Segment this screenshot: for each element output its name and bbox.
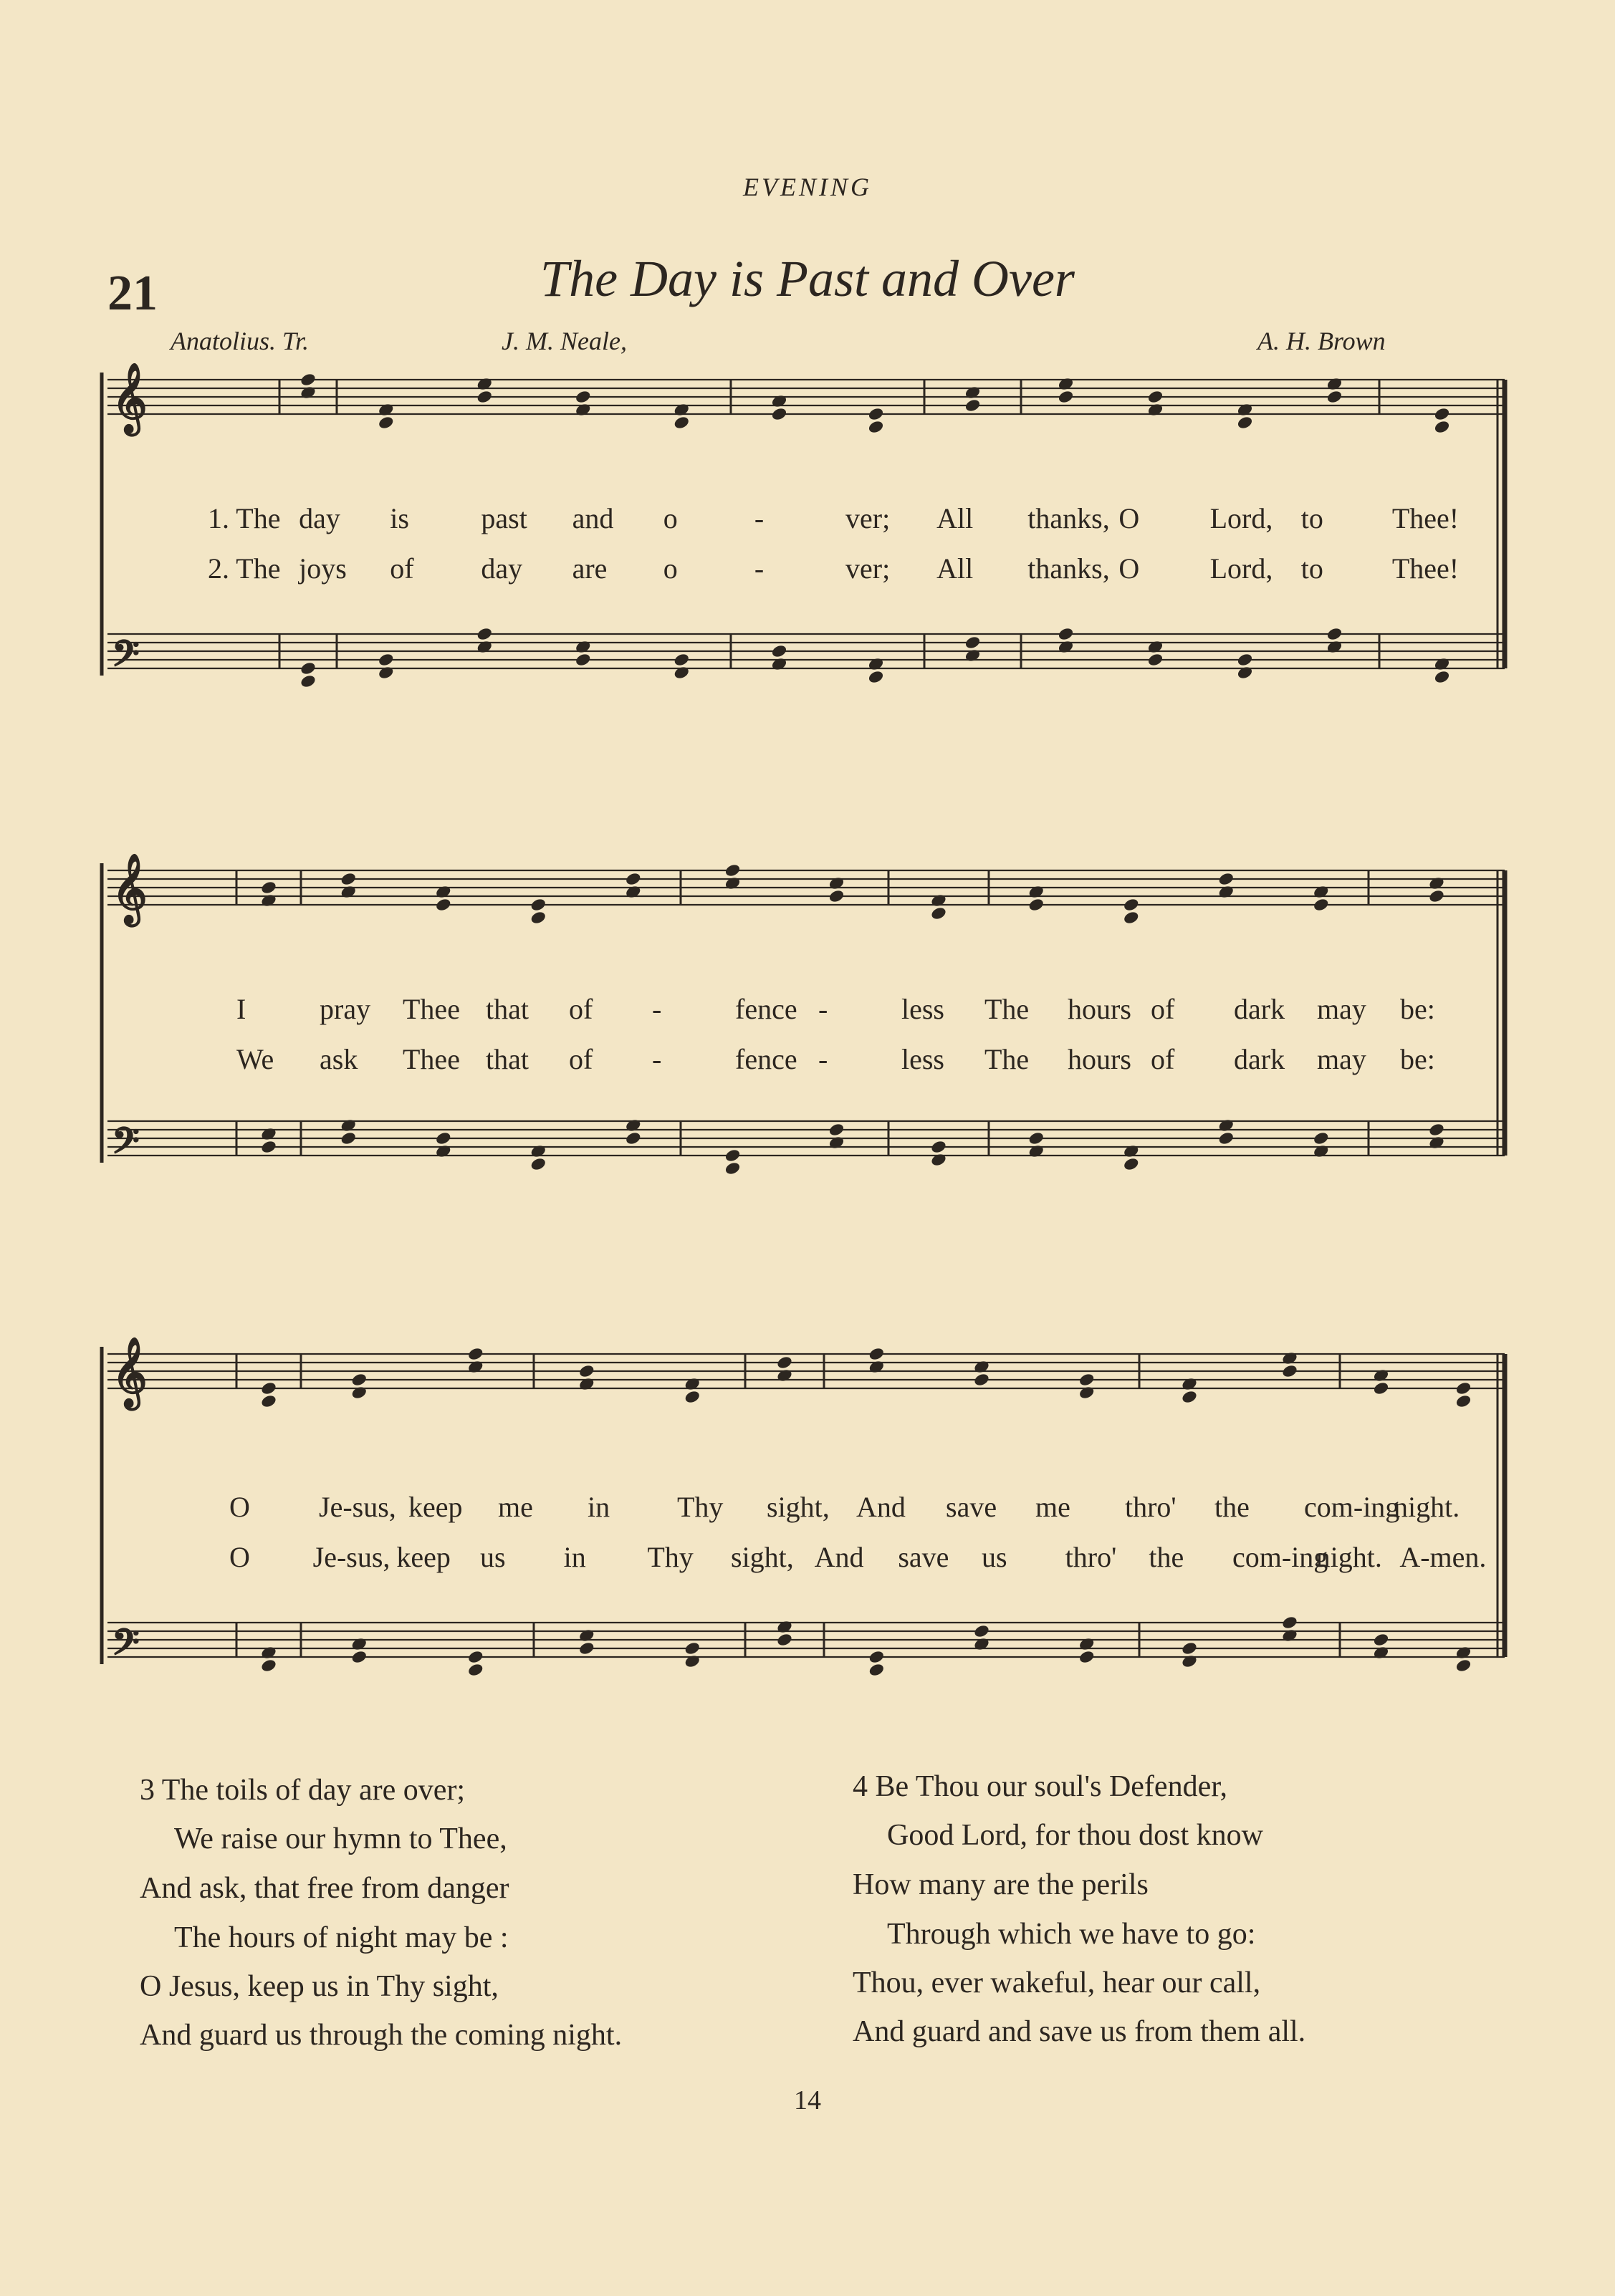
note-head: [930, 1139, 947, 1154]
note-head: [828, 888, 845, 903]
lyric-syllable: O: [229, 1541, 250, 1573]
note-head: [776, 1619, 793, 1634]
lyric-syllable: Je-sus,: [319, 1491, 396, 1523]
lyric-syllable: us: [480, 1541, 506, 1573]
lyric-syllable: And: [856, 1491, 906, 1523]
note-head: [529, 1143, 547, 1158]
note-head: [378, 415, 395, 430]
note-head: [378, 652, 395, 667]
note-head: [578, 1376, 595, 1391]
lyric-syllable: com-ing: [1232, 1541, 1328, 1573]
note-head: [868, 1346, 885, 1361]
note-head: [673, 415, 690, 430]
note-head: [578, 1641, 595, 1656]
lyric-syllable: ver;: [845, 502, 891, 534]
lyric-syllable: The: [984, 1043, 1030, 1075]
note-head: [529, 910, 547, 925]
note-head: [575, 402, 592, 417]
note-head: [350, 1636, 368, 1651]
lyric-syllable: dark: [1234, 1043, 1285, 1075]
lyric-syllable: less: [901, 1043, 944, 1075]
note-head: [867, 419, 884, 434]
note-head: [435, 897, 452, 912]
note-head: [828, 875, 845, 890]
note-head: [578, 1628, 595, 1643]
verse-3-number: 3: [140, 1774, 155, 1807]
note-head: [1372, 1368, 1389, 1383]
lyric-syllable: of: [390, 552, 414, 585]
note-head: [930, 1152, 947, 1167]
lyric-syllable: -: [754, 502, 765, 534]
verse-3-line-3: And ask, that free from danger: [140, 1872, 509, 1905]
lyric-syllable: are: [572, 552, 608, 585]
lyric-syllable: me: [1035, 1491, 1070, 1523]
lyric-syllable: I: [236, 993, 246, 1025]
verse-4-line-4: Through which we have to go:: [887, 1918, 1256, 1951]
note-head: [260, 1393, 277, 1408]
lyric-syllable: -: [652, 993, 662, 1025]
note-head: [260, 1645, 277, 1660]
note-head: [435, 1143, 452, 1158]
bass-clef-icon: 𝄢: [112, 1622, 140, 1672]
lyric-syllable: keep: [396, 1541, 451, 1573]
note-head: [724, 875, 741, 890]
verse-3-line-2: We raise our hymn to Thee,: [174, 1822, 507, 1855]
note-head: [1057, 639, 1074, 654]
note-head: [1236, 415, 1253, 430]
verse-4-line-5: Thou, ever wakeful, hear our call,: [853, 1966, 1261, 1999]
lyric-syllable: is: [390, 502, 409, 534]
note-head: [350, 1372, 368, 1387]
note-head: [340, 884, 357, 899]
note-head: [770, 643, 787, 658]
note-head: [1078, 1649, 1096, 1664]
note-head: [476, 639, 493, 654]
lyric-syllable: thro': [1065, 1541, 1117, 1573]
note-head: [673, 665, 690, 680]
lyric-syllable: -: [754, 552, 765, 585]
note-head: [724, 1161, 741, 1176]
credit-translator: J. M. Neale,: [502, 327, 627, 355]
lyric-syllable: fence: [735, 993, 797, 1025]
note-head: [1455, 1658, 1472, 1673]
lyric-syllable: may: [1317, 993, 1366, 1025]
note-head: [1027, 897, 1045, 912]
note-head: [1428, 1122, 1445, 1137]
note-head: [467, 1662, 484, 1677]
note-head: [378, 402, 395, 417]
note-head: [776, 1368, 793, 1383]
lyric-syllable: sight,: [767, 1491, 830, 1523]
lyric-syllable: sight,: [731, 1541, 794, 1573]
note-head: [1428, 888, 1445, 903]
note-head: [1146, 639, 1164, 654]
note-head: [260, 893, 277, 908]
note-head: [828, 1135, 845, 1150]
hymn-number: 21: [107, 266, 158, 321]
note-head: [1433, 669, 1450, 684]
lyric-syllable: O: [1118, 552, 1140, 585]
note-head: [1326, 626, 1343, 641]
note-head: [1236, 402, 1253, 417]
lyric-syllable: Je-sus,: [312, 1541, 390, 1573]
note-head: [1326, 389, 1343, 404]
note-head: [973, 1623, 990, 1638]
lyric-syllable: the: [1214, 1491, 1250, 1523]
note-head: [1428, 875, 1445, 890]
note-head: [1123, 1143, 1140, 1158]
lyric-syllable: O: [1118, 502, 1140, 534]
section-label: EVENING: [743, 173, 872, 201]
note-head: [1181, 1641, 1198, 1656]
note-head: [476, 626, 493, 641]
verse-3-line-1: 3 The toils of day are over;: [140, 1774, 466, 1807]
note-head: [868, 1359, 885, 1374]
note-head: [575, 389, 592, 404]
lyric-syllable: ask: [320, 1043, 358, 1075]
note-head: [1217, 1118, 1235, 1133]
note-head: [350, 1385, 368, 1400]
lyric-syllable: Thee: [403, 993, 460, 1025]
note-head: [1146, 402, 1164, 417]
lyric-syllable: 2. The: [208, 552, 281, 585]
lyric-syllable: -: [818, 993, 828, 1025]
lyric-syllable: Lord,: [1209, 552, 1273, 585]
note-head: [724, 1148, 741, 1163]
note-head: [1027, 884, 1045, 899]
lyric-syllable: that: [486, 1043, 529, 1075]
note-head: [1433, 656, 1450, 671]
lyric-syllable: us: [982, 1541, 1007, 1573]
verse-4-line-6: And guard and save us from them all.: [853, 2015, 1306, 2048]
note-head: [378, 665, 395, 680]
note-head: [1433, 406, 1450, 421]
lyric-syllable: day: [299, 502, 340, 534]
note-head: [1217, 871, 1235, 886]
note-head: [1217, 884, 1235, 899]
note-head: [684, 1641, 701, 1656]
lyric-syllable: hours: [1068, 993, 1131, 1025]
lyric-syllable: night.: [1316, 1541, 1382, 1573]
lyric-syllable: thanks,: [1027, 552, 1110, 585]
lyric-syllable: o: [663, 502, 678, 534]
lyric-syllable: ver;: [845, 552, 891, 585]
note-head: [1372, 1645, 1389, 1660]
lyric-syllable: thanks,: [1027, 502, 1110, 534]
note-head: [868, 1649, 885, 1664]
verse-4-line-3: How many are the perils: [853, 1868, 1149, 1901]
note-head: [1281, 1363, 1298, 1378]
lyric-syllable: Thy: [647, 1541, 694, 1573]
note-head: [1428, 1135, 1445, 1150]
lyric-syllable: to: [1300, 552, 1323, 585]
note-head: [1326, 639, 1343, 654]
lyric-syllable: pray: [320, 993, 371, 1025]
note-head: [1326, 376, 1343, 391]
lyric-syllable: Thee!: [1391, 502, 1460, 534]
note-head: [435, 884, 452, 899]
note-head: [1123, 1156, 1140, 1171]
lyric-syllable: joys: [299, 552, 347, 585]
lyric-syllable: com-ing: [1304, 1491, 1400, 1523]
note-head: [724, 863, 741, 878]
note-head: [340, 871, 357, 886]
verse-3-line-4: The hours of night may be :: [174, 1921, 509, 1954]
note-head: [1236, 652, 1253, 667]
note-head: [673, 652, 690, 667]
note-head: [868, 1662, 885, 1677]
note-head: [1313, 1143, 1330, 1158]
lyric-syllable: in: [588, 1491, 610, 1523]
lyric-syllable: me: [498, 1491, 533, 1523]
note-head: [1372, 1632, 1389, 1647]
note-head: [260, 1139, 277, 1154]
note-head: [467, 1649, 484, 1664]
note-head: [1181, 1389, 1198, 1404]
note-head: [867, 406, 884, 421]
note-head: [1146, 652, 1164, 667]
note-head: [973, 1636, 990, 1651]
note-head: [776, 1632, 793, 1647]
note-head: [625, 871, 642, 886]
note-head: [867, 669, 884, 684]
note-head: [1281, 1615, 1298, 1630]
treble-clef-icon: 𝄞: [112, 1337, 148, 1407]
note-head: [964, 385, 981, 400]
lyric-syllable: and: [572, 502, 614, 534]
note-head: [1027, 1130, 1045, 1145]
note-head: [1313, 1130, 1330, 1145]
note-head: [684, 1653, 701, 1668]
lyric-syllable: keep: [408, 1491, 463, 1523]
note-head: [1078, 1385, 1096, 1400]
lyric-syllable: fence: [735, 1043, 797, 1075]
note-head: [340, 1130, 357, 1145]
note-head: [1281, 1628, 1298, 1643]
note-head: [1281, 1350, 1298, 1365]
lyric-syllable: All: [936, 502, 974, 534]
note-head: [625, 1118, 642, 1133]
note-head: [1181, 1653, 1198, 1668]
note-head: [973, 1359, 990, 1374]
note-head: [467, 1359, 484, 1374]
note-head: [930, 906, 947, 921]
lyric-syllable: We: [236, 1043, 274, 1075]
lyric-syllable: All: [936, 552, 974, 585]
lyric-syllable: O: [229, 1491, 250, 1523]
lyric-syllable: hours: [1068, 1043, 1131, 1075]
note-head: [673, 402, 690, 417]
note-head: [435, 1130, 452, 1145]
note-head: [575, 652, 592, 667]
lyric-syllable: -: [818, 1043, 828, 1075]
note-head: [299, 385, 317, 400]
note-head: [1078, 1636, 1096, 1651]
note-head: [1455, 1393, 1472, 1408]
note-head: [299, 661, 317, 676]
note-head: [684, 1389, 701, 1404]
lyric-syllable: Lord,: [1209, 502, 1273, 534]
note-head: [964, 635, 981, 650]
note-head: [578, 1363, 595, 1378]
note-head: [964, 648, 981, 663]
note-head: [340, 1118, 357, 1133]
note-head: [964, 398, 981, 413]
lyric-syllable: Thee: [403, 1043, 460, 1075]
note-head: [529, 897, 547, 912]
lyric-syllable: A-men.: [1399, 1541, 1487, 1573]
page-number: 14: [794, 2085, 821, 2115]
note-head: [867, 656, 884, 671]
bass-clef-icon: 𝄢: [112, 1120, 140, 1171]
note-head: [770, 406, 787, 421]
lyric-syllable: of: [1151, 993, 1175, 1025]
note-head: [299, 673, 317, 688]
note-head: [575, 639, 592, 654]
note-head: [1057, 376, 1074, 391]
lyric-syllable: that: [486, 993, 529, 1025]
note-head: [625, 884, 642, 899]
note-head: [260, 1126, 277, 1141]
lyric-syllable: of: [569, 1043, 593, 1075]
note-head: [625, 1130, 642, 1145]
lyric-syllable: And: [814, 1541, 864, 1573]
verse-4-line-2: Good Lord, for thou dost know: [887, 1819, 1263, 1852]
note-head: [776, 1355, 793, 1370]
lyric-syllable: night.: [1394, 1491, 1460, 1523]
lyric-syllable: save: [946, 1491, 997, 1523]
lyric-syllable: of: [1151, 1043, 1175, 1075]
lyric-syllable: of: [569, 993, 593, 1025]
note-head: [770, 393, 787, 408]
verse-4-number: 4: [853, 1770, 868, 1803]
note-head: [1181, 1376, 1198, 1391]
note-head: [770, 656, 787, 671]
credit-source: Anatolius. Tr.: [171, 327, 310, 355]
note-head: [930, 893, 947, 908]
lyric-syllable: be:: [1400, 993, 1435, 1025]
note-head: [973, 1372, 990, 1387]
lyric-syllable: thro': [1125, 1491, 1176, 1523]
note-head: [299, 372, 317, 387]
lyric-syllable: may: [1317, 1043, 1366, 1075]
lyric-syllable: o: [663, 552, 678, 585]
note-head: [1372, 1380, 1389, 1396]
note-head: [260, 880, 277, 895]
verse-3-line-6: And guard us through the coming night.: [140, 2019, 623, 2052]
note-head: [1123, 910, 1140, 925]
note-head: [1433, 419, 1450, 434]
note-head: [1078, 1372, 1096, 1387]
note-head: [1455, 1380, 1472, 1396]
lyric-syllable: 1. The: [208, 502, 281, 534]
note-head: [684, 1376, 701, 1391]
note-head: [828, 1122, 845, 1137]
note-head: [1236, 665, 1253, 680]
lyric-syllable: in: [563, 1541, 586, 1573]
note-head: [467, 1346, 484, 1361]
lyric-syllable: save: [898, 1541, 949, 1573]
note-head: [1057, 626, 1074, 641]
lyric-syllable: less: [901, 993, 944, 1025]
lyric-syllable: day: [481, 552, 523, 585]
lyric-syllable: Thy: [677, 1491, 724, 1523]
treble-clef-icon: 𝄞: [112, 853, 148, 923]
lyric-syllable: to: [1300, 502, 1323, 534]
note-head: [529, 1156, 547, 1171]
note-head: [1455, 1645, 1472, 1660]
lyric-syllable: the: [1149, 1541, 1184, 1573]
credit-composer: A. H. Brown: [1257, 327, 1386, 355]
treble-clef-icon: 𝄞: [112, 362, 148, 433]
bass-clef-icon: 𝄢: [112, 633, 140, 683]
lyric-syllable: The: [984, 993, 1030, 1025]
hymn-title: The Day is Past and Over: [540, 250, 1075, 307]
lyric-syllable: -: [652, 1043, 662, 1075]
note-head: [1027, 1143, 1045, 1158]
lyric-syllable: Thee!: [1391, 552, 1460, 585]
note-head: [260, 1380, 277, 1396]
note-head: [1123, 897, 1140, 912]
note-head: [1313, 884, 1330, 899]
note-head: [476, 389, 493, 404]
verse-3-line-5: O Jesus, keep us in Thy sight,: [140, 1970, 499, 2003]
note-head: [1313, 897, 1330, 912]
note-head: [476, 376, 493, 391]
note-head: [1217, 1130, 1235, 1145]
note-head: [350, 1649, 368, 1664]
lyric-syllable: past: [481, 502, 527, 534]
note-head: [1146, 389, 1164, 404]
lyric-syllable: dark: [1234, 993, 1285, 1025]
lyric-syllable: be:: [1400, 1043, 1435, 1075]
verse-4-line-1: 4 Be Thou our soul's Defender,: [853, 1770, 1228, 1803]
note-head: [260, 1658, 277, 1673]
note-head: [1057, 389, 1074, 404]
